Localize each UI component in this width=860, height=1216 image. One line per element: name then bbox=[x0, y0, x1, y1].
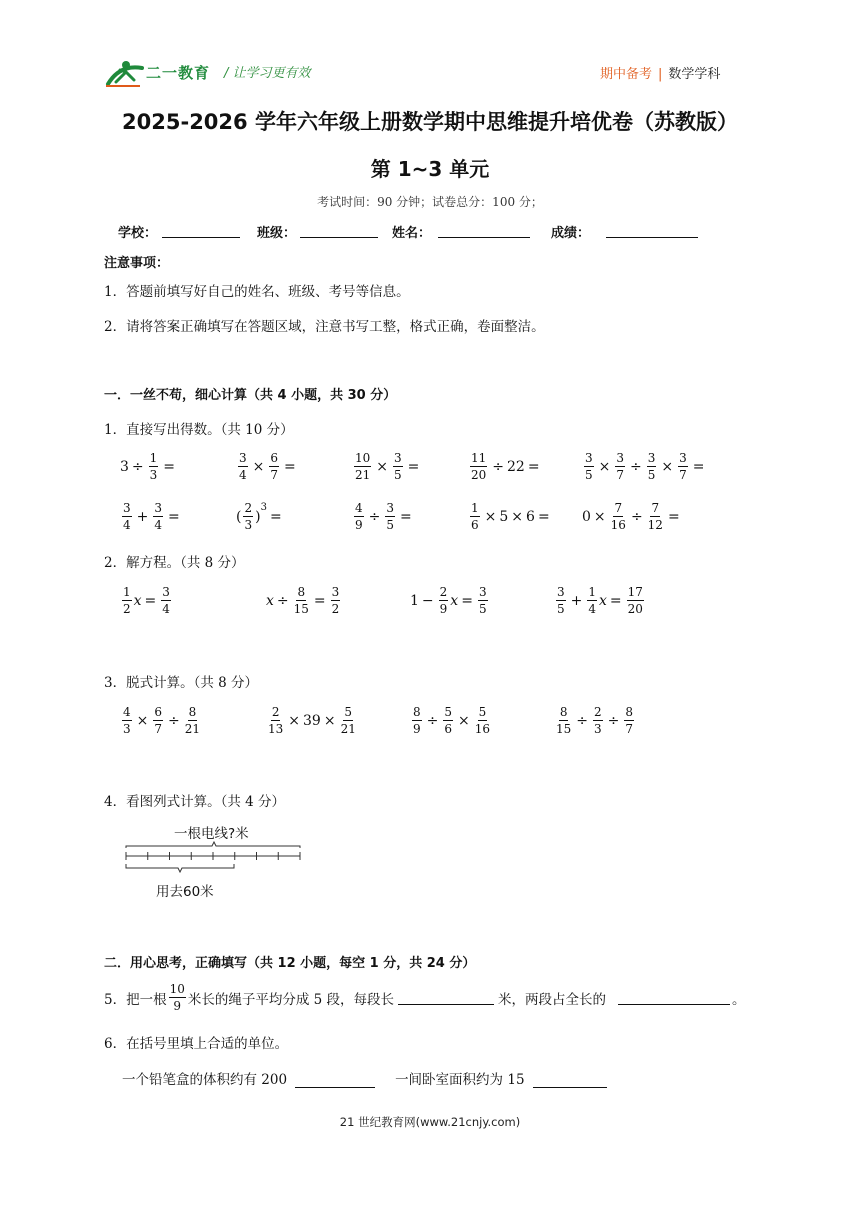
section1-heading: 一．一丝不苟，细心计算（共 4 小题，共 30 分） bbox=[104, 388, 397, 403]
q6-blank-1[interactable] bbox=[295, 1073, 375, 1088]
q1-expr-2: $\frac{3}{4}$ × $\frac{6}{7}$ = bbox=[239, 451, 296, 482]
slogan: / 让学习更有效 bbox=[224, 66, 311, 81]
header-exam-type: 期中备考 bbox=[600, 67, 653, 82]
note-item: 2．请将答案正确填写在答题区域，注意书写工整，格式正确，卷面整洁。 bbox=[104, 319, 545, 335]
page-title: 2025-2026 学年六年级上册数学期中思维提升培优卷（苏教版） bbox=[122, 110, 738, 134]
q2-eq-2: x ÷ $\frac{8}{15}$ = $\frac{3}{2}$ bbox=[266, 585, 340, 616]
q1-expr-8: $\frac{4}{9}$ ÷ $\frac{3}{5}$ = bbox=[355, 501, 412, 532]
q5-blank-2[interactable] bbox=[618, 990, 730, 1005]
q1-expr-3: $\frac{10}{21}$ × $\frac{3}{5}$ = bbox=[355, 451, 420, 482]
q5-text: 5．把一根 $\frac{10}{9}$ 米长的绳子平均分成 5 段，每段长 米，两段占全长的 。 bbox=[104, 982, 746, 1013]
name-field[interactable] bbox=[438, 236, 530, 238]
q1-expr-1: 3 ÷ $\frac{1}{3}$ = bbox=[120, 451, 176, 482]
score-field[interactable] bbox=[606, 236, 698, 238]
q2-eq-4: $\frac{3}{5}$ + $\frac{1}{4}$ x = $\frac{17}{20}$ bbox=[557, 585, 643, 616]
line-segment-diagram bbox=[124, 820, 304, 902]
q1-expr-5: $\frac{3}{5}$ × $\frac{3}{7}$ ÷ $\frac{3}{5}$ × $\frac{3}{7}$ = bbox=[585, 451, 705, 482]
bottom-brace bbox=[126, 864, 234, 872]
q6-blank-2[interactable] bbox=[533, 1073, 607, 1088]
class-field[interactable] bbox=[300, 236, 378, 238]
q3-expr-2: $\frac{2}{13}$ × 39 × $\frac{5}{21}$ bbox=[268, 705, 356, 736]
logo-text: 二一教育 bbox=[146, 64, 211, 82]
school-label: 学校： bbox=[118, 226, 158, 241]
q2-eq-3: 1 − $\frac{2}{9}$ x = $\frac{3}{5}$ bbox=[410, 585, 487, 616]
section2-heading: 二．用心思考，正确填写（共 12 小题，每空 1 分，共 24 分） bbox=[104, 956, 476, 971]
q1-expr-10: 0 × $\frac{7}{16}$ ÷ $\frac{7}{12}$ = bbox=[582, 501, 680, 532]
q2-eq-1: $\frac{1}{2}$ x = $\frac{3}{4}$ bbox=[123, 585, 170, 616]
page-footer: 21 世纪教育网(www.21cnjy.com) bbox=[339, 1115, 521, 1129]
q1-expr-4: $\frac{11}{20}$ ÷ 22 = bbox=[471, 451, 540, 482]
page-subtitle: 第 1~3 单元 bbox=[370, 157, 490, 181]
q3-text: 3．脱式计算。（共 8 分） bbox=[104, 675, 259, 691]
school-field[interactable] bbox=[162, 236, 240, 238]
q6-text: 6．在括号里填上合适的单位。 bbox=[104, 1036, 289, 1052]
q3-expr-4: $\frac{8}{15}$ ÷ $\frac{2}{3}$ ÷ $\frac{8}{7}$ bbox=[556, 705, 634, 736]
q1-text: 1．直接写出得数。（共 10 分） bbox=[104, 422, 294, 438]
note-item: 1．答题前填写好自己的姓名、班级、考号等信息。 bbox=[104, 284, 410, 300]
q5-blank-1[interactable] bbox=[398, 990, 494, 1005]
q4-text: 4．看图列式计算。（共 4 分） bbox=[104, 794, 286, 810]
notes-heading: 注意事项： bbox=[104, 256, 170, 271]
name-label: 姓名： bbox=[392, 226, 432, 241]
q2-text: 2．解方程。（共 8 分） bbox=[104, 555, 245, 571]
diagram-bottom-label: 用去60米 bbox=[156, 884, 214, 900]
header-subject-name: 数学学科 bbox=[668, 67, 721, 82]
q1-expr-6: $\frac{3}{4}$ + $\frac{3}{4}$ = bbox=[123, 501, 180, 532]
q6-items: 一个铅笔盒的体积约有 200 一间卧室面积约为 15 bbox=[122, 1068, 607, 1088]
top-brace bbox=[126, 842, 300, 848]
q1-expr-9: $\frac{1}{6}$ × 5 × 6 = bbox=[471, 501, 550, 532]
q3-expr-1: $\frac{4}{3}$ × $\frac{6}{7}$ ÷ $\frac{8}{21}$ bbox=[123, 705, 201, 736]
header-subject bbox=[600, 63, 720, 82]
score-label: 成绩： bbox=[551, 226, 591, 241]
q3-expr-3: $\frac{8}{9}$ ÷ $\frac{5}{6}$ × $\frac{5}{16}$ bbox=[413, 705, 491, 736]
header-separator: | bbox=[658, 67, 663, 82]
q1-expr-7: ( $\frac{2}{3}$ ) $^3$ = bbox=[236, 501, 282, 532]
class-label: 班级： bbox=[257, 226, 297, 241]
exam-info: 考试时间：90 分钟；试卷总分：100 分； bbox=[317, 195, 543, 209]
diagram-top-label: 一根电线?米 bbox=[174, 826, 249, 842]
